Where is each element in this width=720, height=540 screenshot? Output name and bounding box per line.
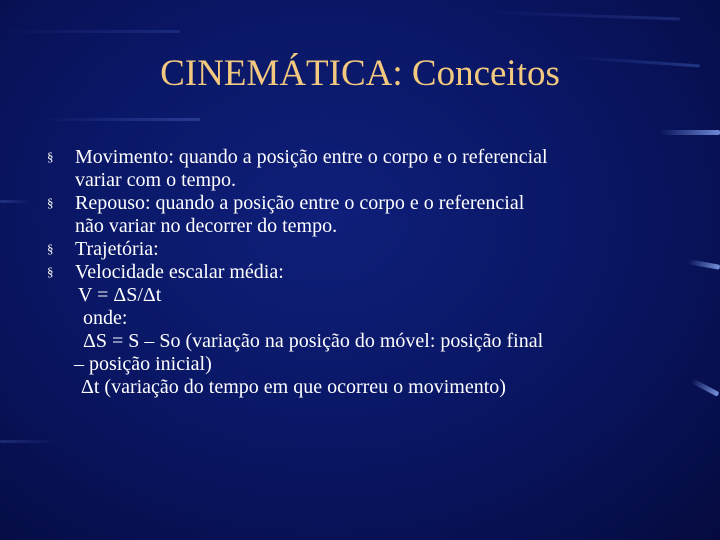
bullet-marker-icon: §	[47, 195, 54, 210]
bullet-text: Velocidade escalar média:	[75, 261, 284, 283]
slide-body	[44, 146, 684, 399]
bullet-text: Trajetória:	[75, 238, 159, 260]
formula-velocidade: V = ΔS/Δt	[78, 284, 162, 306]
bullet-velocidade	[44, 261, 684, 284]
delta-s-definition-continued: – posição inicial)	[74, 353, 212, 375]
decorative-streak	[0, 30, 180, 33]
decorative-streak	[691, 378, 720, 396]
decorative-streak	[688, 259, 720, 269]
decorative-streak	[480, 11, 680, 21]
slide-title: CINEMÁTICA: Conceitos	[160, 53, 560, 94]
decorative-streak	[0, 440, 60, 443]
bullet-text: Repouso: quando a posição entre o corpo e o referencial	[75, 192, 525, 214]
onde-label: onde:	[83, 307, 128, 329]
bullet-trajetoria	[44, 238, 684, 261]
bullet-text: Movimento: quando a posição entre o corpo e o referencial	[75, 146, 548, 168]
bullet-marker-icon: §	[47, 241, 54, 256]
decorative-streak	[660, 130, 720, 135]
delta-t-definition: Δt (variação do tempo em que ocorreu o movimento)	[81, 376, 506, 398]
bullet-repouso	[44, 192, 684, 238]
bullet-text-continued: não variar no decorrer do tempo.	[75, 215, 338, 237]
decorative-streak	[0, 200, 30, 203]
decorative-streak	[40, 118, 200, 121]
bullet-marker-icon: §	[47, 264, 54, 279]
bullet-text-continued: variar com o tempo.	[75, 169, 237, 191]
delta-s-definition: ΔS = S – So (variação na posição do móvel: posição final	[83, 330, 544, 352]
bullet-movimento	[44, 146, 684, 192]
bullet-marker-icon: §	[47, 149, 54, 164]
